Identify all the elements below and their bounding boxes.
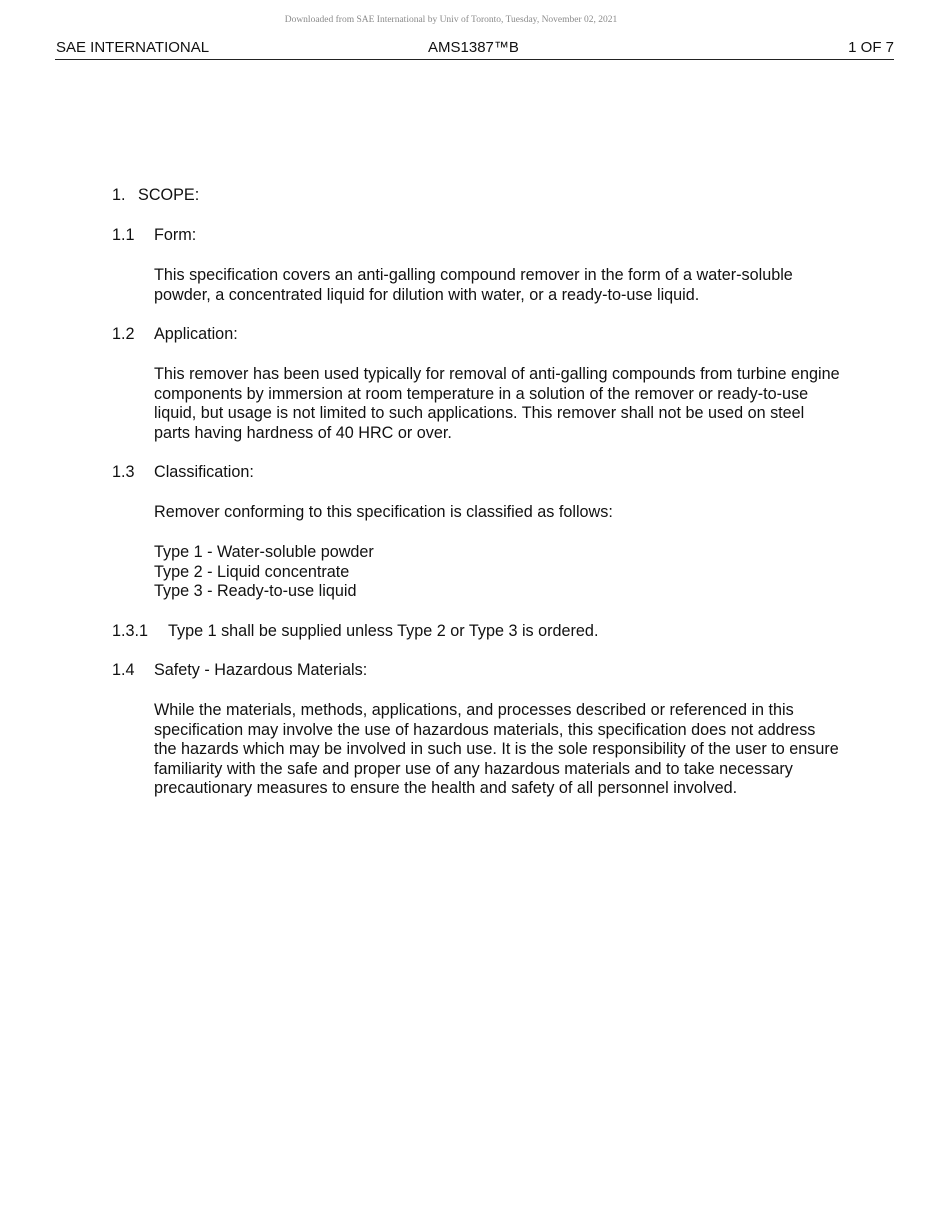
section-1-2-body xyxy=(154,365,840,443)
page-header xyxy=(55,38,894,60)
section-1-1-body xyxy=(154,266,793,305)
list-item: Type 1 - Water-soluble powder xyxy=(154,543,374,561)
section-scope-heading xyxy=(112,186,199,206)
paragraph-line: parts having hardness of 40 HRC or over. xyxy=(154,423,452,442)
list-item: Type 2 - Liquid concentrate xyxy=(154,562,350,581)
download-watermark: Downloaded from SAE International by Univ of Toronto, Tuesday, November 02, 2021 xyxy=(284,15,618,25)
section-number: 1.1 xyxy=(112,226,135,244)
paragraph-line: familiarity with the safe and proper use of any hazardous materials and to take necessary xyxy=(154,759,793,778)
section-number: 1.3 xyxy=(112,463,135,481)
paragraph-line: This specification covers an anti-galling compound remover in the form of a water-soluble xyxy=(154,266,793,284)
type-list xyxy=(154,543,374,602)
paragraph-line: components by immersion at room temperature in a solution of the remover or ready-to-use xyxy=(154,384,809,403)
section-number: 1. xyxy=(112,186,126,204)
section-number: 1.3.1 xyxy=(112,622,149,640)
paragraph-line: This remover has been used typically for removal of anti-galling compounds from turbine engine xyxy=(154,365,840,383)
paragraph-line: While the materials, methods, applications, and processes described or referenced in this xyxy=(154,701,794,719)
section-text: Type 1 shall be supplied unless Type 2 or Type 3 is ordered. xyxy=(168,622,599,640)
paragraph-line: powder, a concentrated liquid for dilution with water, or a ready-to-use liquid. xyxy=(154,285,700,304)
section-number: 1.4 xyxy=(112,661,135,679)
list-item: Type 3 - Ready-to-use liquid xyxy=(154,582,357,601)
section-1-4-body xyxy=(154,701,839,799)
paragraph-line: specification may involve the use of hazardous materials, this specification does not address xyxy=(154,720,816,739)
paragraph-line: the hazards which may be involved in such use. It is the sole responsibility of the user to ensure xyxy=(154,740,839,759)
page-number: 1 OF 7 xyxy=(848,39,894,56)
section-title: Application: xyxy=(154,325,238,343)
publisher-name: SAE INTERNATIONAL xyxy=(56,39,210,56)
document-number: AMS1387™B xyxy=(428,39,519,56)
section-title: SCOPE: xyxy=(138,186,200,204)
section-title: Classification: xyxy=(154,463,254,481)
paragraph-line: precautionary measures to ensure the health and safety of all personnel involved. xyxy=(154,779,738,798)
section-title: Safety - Hazardous Materials: xyxy=(154,661,368,679)
section-title: Form: xyxy=(154,226,197,244)
paragraph-line: liquid, but usage is not limited to such applications. This remover shall not be used on steel xyxy=(154,404,805,423)
section-1-3-intro xyxy=(154,503,613,523)
paragraph-line: Remover conforming to this specification is classified as follows: xyxy=(154,503,613,521)
section-number: 1.2 xyxy=(112,325,135,343)
